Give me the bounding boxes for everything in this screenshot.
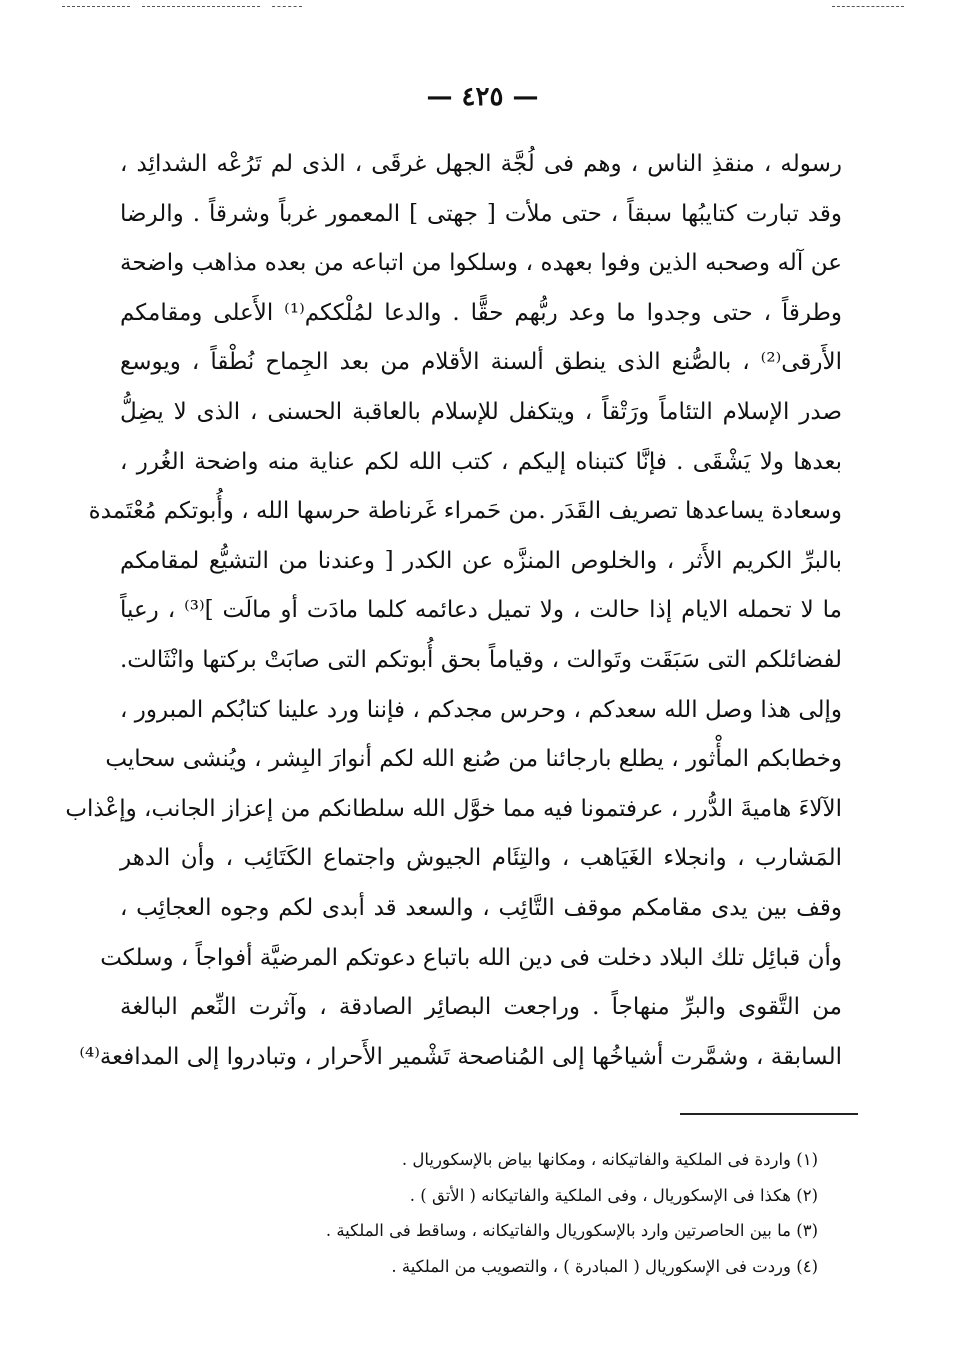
top-edge-rule <box>272 6 302 7</box>
text-line: عن آله وصحبه الذين وفوا بعهده ، وسلكوا من اتباعه من بعده مذاهب واضحة <box>120 250 842 277</box>
footnotes-block <box>200 1142 818 1284</box>
text-line: رسوله ، منقذِ الناس ، وهم فى لُجَّة الجهل غرقَى ، الذى لم تَرُعْه الشدائِد ، <box>120 151 842 177</box>
footnote-item: (٤) وردت فى الإسكوريال ( المبادرة ) ، والتصويب من الملكية . <box>391 1256 818 1276</box>
top-edge-rule <box>62 6 130 7</box>
text-line: صدر الإسلام التئاماً ورَتْقاً ، ويتكفل للإسلام بالعاقبة الحسنى ، الذى لا يضِلُّ <box>120 398 842 425</box>
text-line: وطرقاً ، حتى وجدوا ما وعد ربُّهم حقًّا . والدعا لمُلْككم⁽¹⁾ الأَعلى ومقامكم <box>120 299 842 326</box>
footnote-item: (١) واردة فى الملكية والفاتيكانه ، ومكانها بياض بالإسكوريال . <box>401 1150 818 1169</box>
text-line: من التَّقوى والبرِّ منهاجاً . وراجعت البصائِر الصادقة ، وآثرت النِّعم البالغة <box>120 994 842 1021</box>
text-line: الآلاءَ هاميةَ الدُّرر ، عرفتمونا فيه مما خوَّل الله سلطانكم من إعزاز الجانب، وإعْذاب <box>65 795 842 822</box>
footnote-item: (٢) هكذا فى الإسكوريال ، وفى الملكية والفاتيكانه ( الأتق ) . <box>409 1185 818 1205</box>
text-line: المَشارب ، وانجلاء الغَيَاهب ، والتِئَام الجيوش واجتماع الكَتَائِب ، وأن الدهر <box>120 845 842 872</box>
page-number: — ٤٢٥ — <box>426 82 539 112</box>
text-line: بالبرِّ الكريم الأَثر ، والخلوص المنزَّه عن الكدر [ وعندنا من التشيُّع لمقامكم <box>120 547 842 574</box>
top-edge-rule <box>832 6 904 7</box>
text-line: بعدها ولا يَشْقَى . فإنَّا كتبناه إليكم ، كتب الله لكم عناية منه واضحة الغُرر ، <box>120 448 842 475</box>
text-line: وإلى هذا وصل الله سعدكم ، وحرس مجدكم ، فإننا ورد علينا كتابُكم المبرور ، <box>120 696 842 723</box>
text-line: وقف بين يدى مقامكم موقف التَّائِب ، والسعد قد أبدى لكم وجوه العجائِب ، <box>120 894 842 921</box>
text-line: وسعادة يساعدها تصريف القَدَر .من حَمراء غَرناطة حرسها الله ، وأُبوتكم مُعْتَمدة <box>88 498 842 525</box>
main-text-block <box>65 140 843 1082</box>
text-line: السابقة ، وشمَّرت أشياخُها إلى المُناصحة تَشْمير الأَحرار ، وتبادروا إلى المدافعة⁽⁴⁾ <box>79 1043 842 1070</box>
text-line: وأن قبائِل تلك البلاد دخلت فى دين الله باتباع دعوتكم المرضيَّة أفواجاً ، وسلكت <box>100 944 842 971</box>
text-line: الأَرقى⁽²⁾ ، بالصُّنع الذى ينطق ألسنة الأقلام من بعد الجِماح نُطْقاً ، ويوسع <box>120 349 842 376</box>
footnote-separator <box>680 1113 858 1115</box>
text-line: لفضائلكم التى سَبَقَت وتَوالت ، وقياماً بحق أُبوتكم التى صابَتْ بركتها وانْثَالت. <box>120 646 842 673</box>
footnote-item: (٣) ما بين الحاصرتين وارد بالإسكوريال والفاتيكانه ، وساقط فى الملكية . <box>325 1221 818 1240</box>
top-edge-rule <box>142 6 260 7</box>
text-line: وقد تبارت كتايبُها سبقاً ، حتى ملأت [ جهتى ] المعمور غرباً وشرقاً . والرضا <box>120 200 843 227</box>
text-line: ما لا تحمله الايام إذا حالت ، ولا تميل دعائمه كلما مادَت أو مالَت ]⁽³⁾ ، رعياً <box>120 597 842 624</box>
text-line: وخطابكم المأْثور ، يطلع بارجائنا من صُنع الله لكم أنوارَ البِشر ، ويُنشى سحايب <box>105 746 842 773</box>
